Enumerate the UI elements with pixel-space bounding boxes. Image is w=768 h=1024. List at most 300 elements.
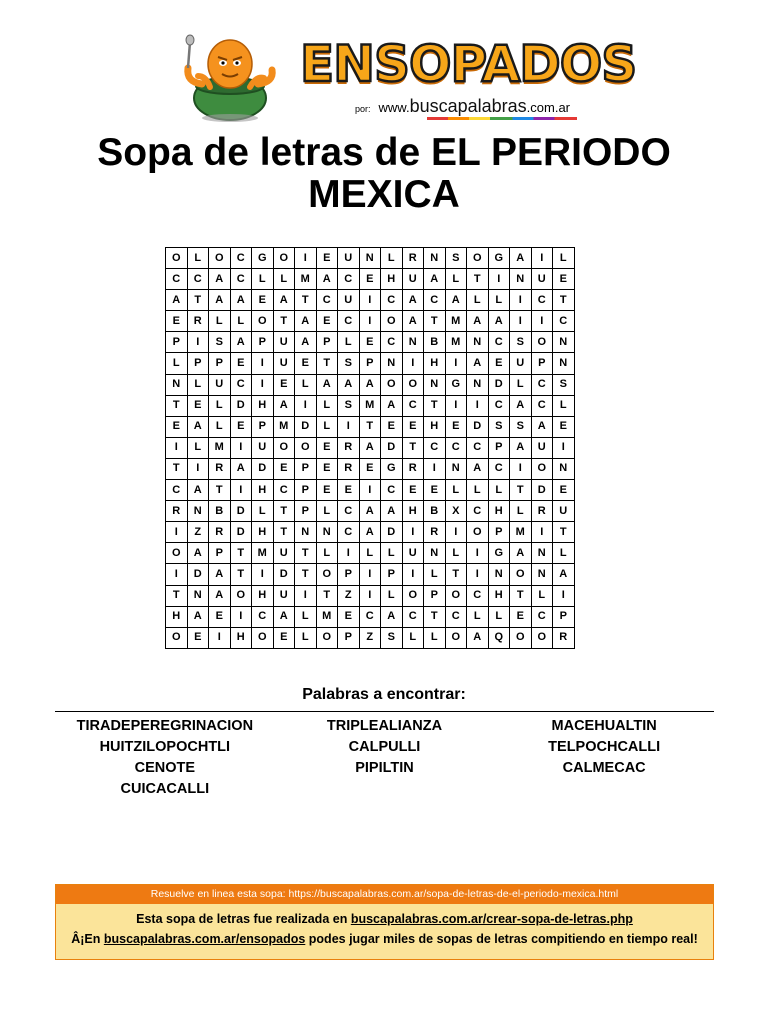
- grid-cell: I: [187, 458, 209, 479]
- grid-cell: N: [445, 458, 467, 479]
- grid-cell: L: [230, 311, 252, 332]
- grid-cell: E: [359, 269, 381, 290]
- grid-cell: L: [553, 248, 575, 269]
- grid-cell: I: [252, 374, 274, 395]
- grid-cell: N: [424, 248, 446, 269]
- grid-cell: L: [424, 564, 446, 585]
- grid-cell: S: [445, 248, 467, 269]
- grid-cell: P: [295, 480, 317, 501]
- grid-cell: I: [467, 543, 489, 564]
- grid-cell: X: [445, 501, 467, 522]
- octopus-mascot-icon: [180, 32, 280, 124]
- grid-cell: S: [510, 332, 532, 353]
- grid-cell: P: [381, 564, 403, 585]
- online-link[interactable]: Resuelve en linea esta sopa: https://buscapalabras.com.ar/sopa-de-letras-de-el-periodo-mexica.html: [56, 885, 713, 904]
- grid-cell: C: [381, 480, 403, 501]
- grid-cell: N: [553, 353, 575, 374]
- grid-cell: O: [510, 627, 532, 648]
- grid-cell: L: [381, 543, 403, 564]
- grid-cell: I: [467, 395, 489, 416]
- grid-cell: C: [467, 437, 489, 458]
- grid-cell: I: [359, 585, 381, 606]
- grid-cell: N: [187, 501, 209, 522]
- grid-row: [166, 543, 575, 564]
- grid-cell: U: [553, 501, 575, 522]
- grid-cell: I: [488, 269, 510, 290]
- grid-row: [166, 269, 575, 290]
- grid-cell: E: [338, 606, 360, 627]
- grid-cell: A: [187, 543, 209, 564]
- site-byline[interactable]: [355, 96, 570, 117]
- grid-cell: I: [166, 522, 188, 543]
- grid-cell: O: [510, 564, 532, 585]
- footer-line-2-prefix: Â¡En: [71, 932, 104, 946]
- grid-cell: E: [273, 627, 295, 648]
- create-puzzle-link[interactable]: buscapalabras.com.ar/crear-sopa-de-letras.php: [350, 912, 633, 926]
- grid-cell: M: [445, 311, 467, 332]
- grid-cell: U: [402, 269, 424, 290]
- grid-cell: A: [510, 248, 532, 269]
- grid-cell: E: [553, 416, 575, 437]
- grid-cell: H: [252, 522, 274, 543]
- grid-cell: S: [510, 416, 532, 437]
- grid-cell: P: [295, 501, 317, 522]
- grid-cell: T: [295, 543, 317, 564]
- word-item: HUITZILOPOCHTLI: [99, 739, 231, 755]
- grid-cell: E: [209, 606, 231, 627]
- grid-cell: H: [252, 395, 274, 416]
- grid-row: [166, 395, 575, 416]
- grid-cell: A: [359, 437, 381, 458]
- grid-cell: C: [402, 606, 424, 627]
- grid-cell: L: [187, 437, 209, 458]
- grid-cell: O: [402, 585, 424, 606]
- grid-cell: T: [273, 311, 295, 332]
- grid-row: [166, 248, 575, 269]
- word-search-grid: [165, 247, 575, 649]
- grid-row: [166, 606, 575, 627]
- grid-cell: L: [187, 374, 209, 395]
- ensopados-link[interactable]: buscapalabras.com.ar/ensopados: [103, 932, 306, 946]
- grid-cell: C: [531, 290, 553, 311]
- grid-cell: A: [187, 416, 209, 437]
- grid-cell: L: [467, 290, 489, 311]
- grid-cell: O: [252, 627, 274, 648]
- grid-cell: O: [445, 585, 467, 606]
- grid-row: [166, 416, 575, 437]
- grid-cell: C: [230, 374, 252, 395]
- grid-cell: C: [338, 269, 360, 290]
- grid-cell: L: [295, 374, 317, 395]
- grid-cell: C: [531, 374, 553, 395]
- grid-cell: I: [531, 248, 553, 269]
- grid-cell: A: [187, 606, 209, 627]
- grid-cell: I: [359, 311, 381, 332]
- grid-cell: M: [209, 437, 231, 458]
- grid-cell: T: [316, 585, 338, 606]
- grid-cell: O: [316, 627, 338, 648]
- grid-cell: L: [553, 543, 575, 564]
- grid-cell: R: [553, 627, 575, 648]
- grid-cell: I: [338, 416, 360, 437]
- grid-cell: L: [316, 501, 338, 522]
- grid-cell: P: [252, 332, 274, 353]
- grid-cell: P: [531, 353, 553, 374]
- grid-cell: C: [488, 332, 510, 353]
- grid-cell: E: [316, 458, 338, 479]
- grid-cell: T: [467, 269, 489, 290]
- grid-cell: N: [187, 585, 209, 606]
- grid-cell: R: [209, 522, 231, 543]
- grid-cell: L: [510, 501, 532, 522]
- grid-cell: A: [209, 564, 231, 585]
- grid-cell: U: [273, 332, 295, 353]
- grid-cell: L: [316, 416, 338, 437]
- grid-cell: L: [338, 332, 360, 353]
- grid-cell: L: [402, 627, 424, 648]
- grid-cell: E: [252, 290, 274, 311]
- grid-cell: E: [381, 416, 403, 437]
- grid-cell: E: [273, 458, 295, 479]
- grid-cell: S: [381, 627, 403, 648]
- grid-row: [166, 437, 575, 458]
- grid-cell: L: [445, 269, 467, 290]
- words-list: [55, 717, 714, 798]
- grid-cell: M: [359, 395, 381, 416]
- grid-cell: R: [402, 248, 424, 269]
- rainbow-underline: [427, 117, 577, 120]
- grid-row: [166, 374, 575, 395]
- grid-cell: A: [553, 564, 575, 585]
- grid-cell: E: [402, 416, 424, 437]
- grid-cell: C: [424, 437, 446, 458]
- grid-cell: E: [295, 353, 317, 374]
- grid-cell: N: [488, 564, 510, 585]
- grid-cell: I: [166, 564, 188, 585]
- grid-cell: E: [316, 311, 338, 332]
- grid-cell: T: [273, 501, 295, 522]
- grid-cell: L: [316, 395, 338, 416]
- grid-cell: O: [209, 248, 231, 269]
- grid-cell: U: [273, 353, 295, 374]
- grid-cell: C: [338, 501, 360, 522]
- grid-cell: I: [553, 437, 575, 458]
- grid-cell: A: [230, 332, 252, 353]
- grid-cell: E: [359, 458, 381, 479]
- grid-cell: G: [445, 374, 467, 395]
- grid-cell: C: [467, 585, 489, 606]
- grid-cell: L: [488, 480, 510, 501]
- grid-cell: N: [467, 332, 489, 353]
- grid-cell: E: [316, 248, 338, 269]
- grid-cell: M: [252, 543, 274, 564]
- grid-cell: Z: [359, 627, 381, 648]
- grid-cell: E: [230, 416, 252, 437]
- grid-cell: P: [166, 332, 188, 353]
- grid-cell: H: [252, 585, 274, 606]
- grid-cell: O: [531, 458, 553, 479]
- grid-cell: L: [467, 480, 489, 501]
- grid-cell: D: [467, 416, 489, 437]
- grid-cell: I: [252, 564, 274, 585]
- grid-cell: I: [295, 585, 317, 606]
- grid-cell: O: [166, 543, 188, 564]
- grid-cell: Z: [338, 585, 360, 606]
- footer-line-1: [56, 911, 713, 927]
- grid-cell: O: [273, 248, 295, 269]
- grid-cell: I: [209, 627, 231, 648]
- grid-cell: D: [488, 374, 510, 395]
- grid-cell: T: [510, 480, 532, 501]
- grid-cell: N: [424, 374, 446, 395]
- title-line-2: MEXICA: [308, 173, 460, 216]
- grid-cell: C: [467, 501, 489, 522]
- grid-cell: S: [488, 416, 510, 437]
- grid-cell: R: [209, 458, 231, 479]
- grid-cell: C: [230, 248, 252, 269]
- grid-cell: U: [402, 543, 424, 564]
- grid-cell: C: [316, 290, 338, 311]
- grid-cell: T: [295, 564, 317, 585]
- grid-cell: O: [273, 437, 295, 458]
- grid-cell: I: [553, 585, 575, 606]
- grid-cell: R: [338, 458, 360, 479]
- word-item: MACEHUALTIN: [551, 718, 657, 734]
- grid-cell: A: [381, 501, 403, 522]
- grid-cell: H: [424, 353, 446, 374]
- grid-cell: C: [166, 269, 188, 290]
- word-item: TRIPLEALIANZA: [326, 718, 443, 734]
- grid-cell: D: [381, 437, 403, 458]
- footer-box: [55, 884, 714, 960]
- byline-prefix: por:: [355, 104, 371, 114]
- grid-cell: C: [381, 332, 403, 353]
- grid-row: [166, 332, 575, 353]
- grid-cell: C: [381, 290, 403, 311]
- grid-cell: N: [424, 543, 446, 564]
- grid-cell: R: [402, 458, 424, 479]
- grid-cell: L: [209, 395, 231, 416]
- grid-cell: L: [531, 585, 553, 606]
- grid-cell: U: [273, 585, 295, 606]
- grid-cell: D: [295, 416, 317, 437]
- grid-cell: L: [316, 543, 338, 564]
- grid-cell: E: [273, 374, 295, 395]
- grid-cell: I: [445, 522, 467, 543]
- grid-cell: A: [295, 332, 317, 353]
- grid-cell: I: [531, 311, 553, 332]
- grid-cell: P: [316, 332, 338, 353]
- grid-cell: A: [510, 437, 532, 458]
- grid-cell: L: [445, 480, 467, 501]
- grid-cell: U: [209, 374, 231, 395]
- grid-cell: E: [553, 480, 575, 501]
- grid-cell: O: [467, 522, 489, 543]
- grid-cell: D: [531, 480, 553, 501]
- grid-cell: A: [402, 290, 424, 311]
- grid-cell: I: [510, 290, 532, 311]
- footer-line-2: [56, 931, 713, 947]
- grid-cell: O: [445, 627, 467, 648]
- grid-row: [166, 585, 575, 606]
- grid-cell: H: [166, 606, 188, 627]
- grid-cell: A: [166, 290, 188, 311]
- grid-cell: C: [445, 437, 467, 458]
- grid-cell: S: [338, 395, 360, 416]
- grid-cell: R: [166, 501, 188, 522]
- grid-cell: A: [488, 311, 510, 332]
- grid-cell: N: [381, 353, 403, 374]
- grid-cell: P: [295, 458, 317, 479]
- grid-cell: E: [187, 627, 209, 648]
- grid-cell: I: [402, 522, 424, 543]
- grid-cell: N: [553, 458, 575, 479]
- grid-cell: A: [359, 374, 381, 395]
- grid-cell: M: [316, 606, 338, 627]
- grid-cell: L: [381, 248, 403, 269]
- grid-cell: L: [510, 374, 532, 395]
- grid-cell: C: [359, 606, 381, 627]
- grid-cell: N: [359, 248, 381, 269]
- grid-cell: N: [553, 332, 575, 353]
- grid-cell: A: [510, 395, 532, 416]
- grid-row: [166, 501, 575, 522]
- grid-cell: P: [359, 353, 381, 374]
- grid-cell: I: [252, 353, 274, 374]
- word-item: CALMECAC: [562, 760, 646, 776]
- grid-cell: A: [424, 269, 446, 290]
- grid-cell: A: [209, 290, 231, 311]
- grid-cell: H: [488, 501, 510, 522]
- grid-cell: O: [166, 248, 188, 269]
- grid-cell: N: [510, 269, 532, 290]
- grid-cell: I: [510, 311, 532, 332]
- grid-cell: Z: [187, 522, 209, 543]
- footer-line-2-suffix: podes jugar miles de sopas de letras compitiendo en tiempo real!: [305, 932, 698, 946]
- grid-cell: O: [531, 627, 553, 648]
- grid-cell: A: [316, 269, 338, 290]
- grid-cell: L: [359, 543, 381, 564]
- grid-cell: L: [488, 290, 510, 311]
- site-prefix: www.: [378, 100, 410, 115]
- grid-row: [166, 480, 575, 501]
- grid-cell: L: [295, 627, 317, 648]
- grid-cell: R: [424, 522, 446, 543]
- grid-cell: C: [166, 480, 188, 501]
- grid-cell: L: [252, 269, 274, 290]
- grid-cell: I: [230, 437, 252, 458]
- grid-cell: E: [316, 437, 338, 458]
- grid-cell: I: [445, 395, 467, 416]
- grid-cell: T: [230, 543, 252, 564]
- grid-cell: P: [553, 606, 575, 627]
- grid-cell: E: [166, 416, 188, 437]
- grid-cell: A: [381, 395, 403, 416]
- grid-cell: S: [209, 332, 231, 353]
- grid-cell: I: [402, 353, 424, 374]
- word-item: TIRADEPEREGRINACION: [76, 718, 254, 734]
- grid-cell: L: [445, 543, 467, 564]
- grid-cell: E: [424, 480, 446, 501]
- grid-cell: E: [166, 311, 188, 332]
- grid-row: [166, 290, 575, 311]
- grid-cell: C: [252, 606, 274, 627]
- grid-cell: L: [381, 585, 403, 606]
- grid-cell: S: [338, 353, 360, 374]
- grid-cell: P: [488, 522, 510, 543]
- grid-cell: O: [252, 311, 274, 332]
- grid-cell: A: [359, 501, 381, 522]
- grid-cell: C: [445, 606, 467, 627]
- grid-cell: A: [316, 374, 338, 395]
- grid-cell: U: [338, 248, 360, 269]
- grid-cell: T: [273, 522, 295, 543]
- grid-cell: O: [381, 311, 403, 332]
- page-title: [0, 132, 768, 216]
- grid-cell: L: [187, 248, 209, 269]
- grid-cell: C: [402, 395, 424, 416]
- grid-cell: D: [230, 395, 252, 416]
- grid-cell: O: [316, 564, 338, 585]
- grid-cell: I: [230, 606, 252, 627]
- grid-cell: A: [273, 290, 295, 311]
- grid-cell: A: [402, 311, 424, 332]
- grid-cell: M: [510, 522, 532, 543]
- grid-cell: T: [209, 480, 231, 501]
- grid-cell: A: [230, 290, 252, 311]
- grid-cell: T: [424, 311, 446, 332]
- grid-cell: C: [531, 606, 553, 627]
- grid-cell: D: [230, 501, 252, 522]
- grid-cell: C: [338, 522, 360, 543]
- grid-cell: H: [402, 501, 424, 522]
- grid-cell: T: [166, 395, 188, 416]
- grid-cell: U: [273, 543, 295, 564]
- grid-row: [166, 458, 575, 479]
- grid-cell: T: [553, 522, 575, 543]
- grid-cell: O: [467, 248, 489, 269]
- grid-row: [166, 353, 575, 374]
- header: [0, 28, 768, 128]
- grid-cell: U: [531, 437, 553, 458]
- grid-cell: O: [381, 374, 403, 395]
- grid-cell: D: [252, 458, 274, 479]
- grid-cell: A: [381, 606, 403, 627]
- grid-cell: P: [209, 543, 231, 564]
- word-item: CALPULLI: [348, 739, 421, 755]
- grid-cell: I: [424, 458, 446, 479]
- grid-cell: M: [273, 416, 295, 437]
- grid-cell: T: [510, 585, 532, 606]
- word-item: CENOTE: [134, 760, 196, 776]
- grid-cell: N: [166, 374, 188, 395]
- grid-cell: D: [230, 522, 252, 543]
- word-item: CUICACALLI: [120, 781, 210, 797]
- grid-cell: N: [531, 543, 553, 564]
- grid-cell: G: [381, 458, 403, 479]
- grid-cell: A: [273, 395, 295, 416]
- grid-row: [166, 564, 575, 585]
- grid-cell: H: [424, 416, 446, 437]
- grid-cell: N: [316, 522, 338, 543]
- grid-cell: B: [209, 501, 231, 522]
- grid-cell: I: [445, 353, 467, 374]
- grid-cell: R: [338, 437, 360, 458]
- grid-cell: H: [488, 585, 510, 606]
- grid-cell: E: [359, 332, 381, 353]
- grid-cell: A: [273, 606, 295, 627]
- grid-cell: I: [187, 332, 209, 353]
